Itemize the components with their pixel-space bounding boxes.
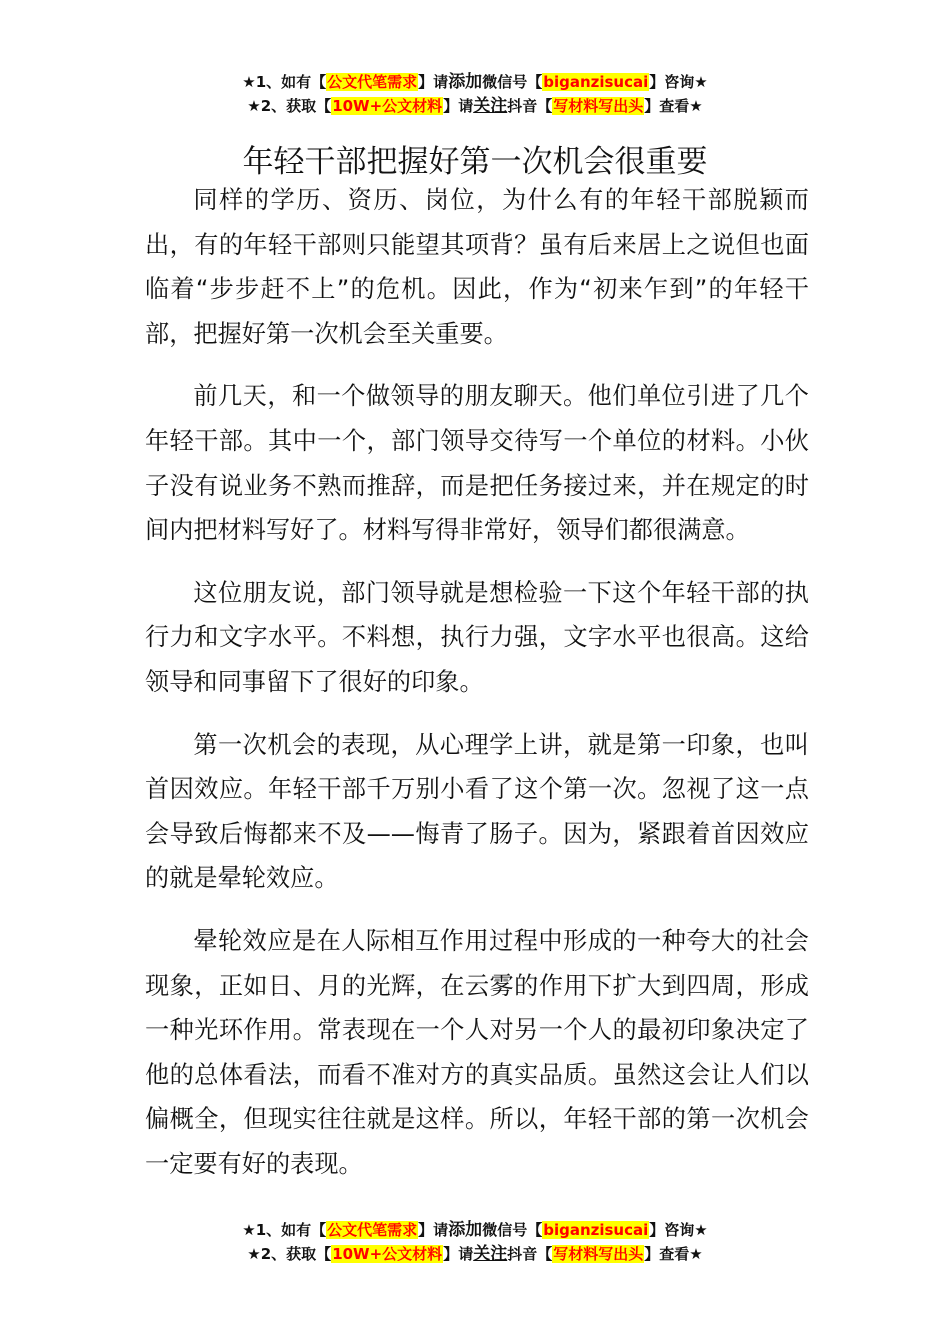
promo-text: ★1、如有【: [242, 73, 327, 91]
promo-highlight: 写材料写出头: [553, 97, 644, 115]
article-paragraph: 第一次机会的表现，从心理学上讲，就是第一印象，也叫首因效应。年轻干部千万别小看了这个第一次。忽视了这一点会导致后悔都来不及——悔青了肠子。因为，紧跟着首因效应的就是晕轮效应。: [145, 730, 809, 893]
promo-text: 】查看★: [644, 1245, 703, 1263]
promo-highlight: 10W+公文材料: [332, 97, 443, 115]
promo-line-2: [0, 1242, 950, 1266]
promo-text: ★2、获取【: [247, 97, 332, 115]
promo-text: 】请: [443, 1245, 474, 1263]
promo-text: 】请: [418, 73, 449, 91]
promo-text: 抖音【: [507, 1245, 553, 1263]
promo-line-1: [0, 70, 950, 94]
promo-text: ★2、获取【: [247, 1245, 332, 1263]
promo-text: ★1、如有【: [242, 1221, 327, 1239]
article-title: 年轻干部把握好第一次机会很重要: [242, 143, 708, 180]
promo-text: 微信号【: [482, 1221, 543, 1239]
promo-emphasis: 关注: [473, 96, 508, 116]
promo-text: 抖音【: [507, 97, 553, 115]
promo-text: 】请: [418, 1221, 449, 1239]
promo-line-2: [0, 94, 950, 118]
promo-line-1: [0, 1218, 950, 1242]
promo-highlight: 写材料写出头: [553, 1245, 644, 1263]
promo-highlight: 10W+公文材料: [332, 1245, 443, 1263]
footer-promo-banner: [0, 1218, 950, 1266]
promo-highlight: 公文代笔需求: [327, 73, 418, 91]
promo-highlight: 公文代笔需求: [327, 1221, 418, 1239]
promo-text: 】咨询★: [649, 73, 708, 91]
article-paragraph: 这位朋友说，部门领导就是想检验一下这个年轻干部的执行力和文字水平。不料想，执行力强，文字水平也很高。这给领导和同事留下了很好的印象。: [145, 578, 809, 696]
promo-emphasis: 关注: [473, 1244, 508, 1264]
promo-highlight: biganzisucai: [543, 73, 649, 91]
promo-highlight: biganzisucai: [543, 1221, 649, 1239]
article-paragraph: 晕轮效应是在人际相互作用过程中形成的一种夸大的社会现象，正如日、月的光辉，在云雾的作用下扩大到四周，形成一种光环作用。常表现在一个人对另一个人的最初印象决定了他的总体看法，而看不准对方的真实品质。虽然这会让人们以偏概全，但现实往往就是这样。所以，年轻干部的第一次机会一定要有好的表现。: [145, 926, 809, 1178]
promo-text: 】咨询★: [649, 1221, 708, 1239]
article-paragraph: 前几天，和一个做领导的朋友聊天。他们单位引进了几个年轻干部。其中一个，部门领导交待写一个单位的材料。小伙子没有说业务不熟而推辞，而是把任务接过来，并在规定的时间内把材料写好了。材料写得非常好，领导们都很满意。: [145, 382, 809, 545]
promo-emphasis: 添加: [448, 72, 483, 92]
promo-text: 】请: [443, 97, 474, 115]
header-promo-banner: [0, 70, 950, 118]
promo-emphasis: 添加: [448, 1220, 483, 1240]
promo-text: 微信号【: [482, 73, 543, 91]
article-paragraph: 同样的学历、资历、岗位，为什么有的年轻干部脱颖而出，有的年轻干部则只能望其项背？虽有后来居上之说但也面临着“步步赶不上”的危机。因此，作为“初来乍到”的年轻干部，把握好第一次机会至关重要。: [145, 186, 809, 348]
promo-text: 】查看★: [644, 97, 703, 115]
article-body: [145, 178, 809, 1204]
